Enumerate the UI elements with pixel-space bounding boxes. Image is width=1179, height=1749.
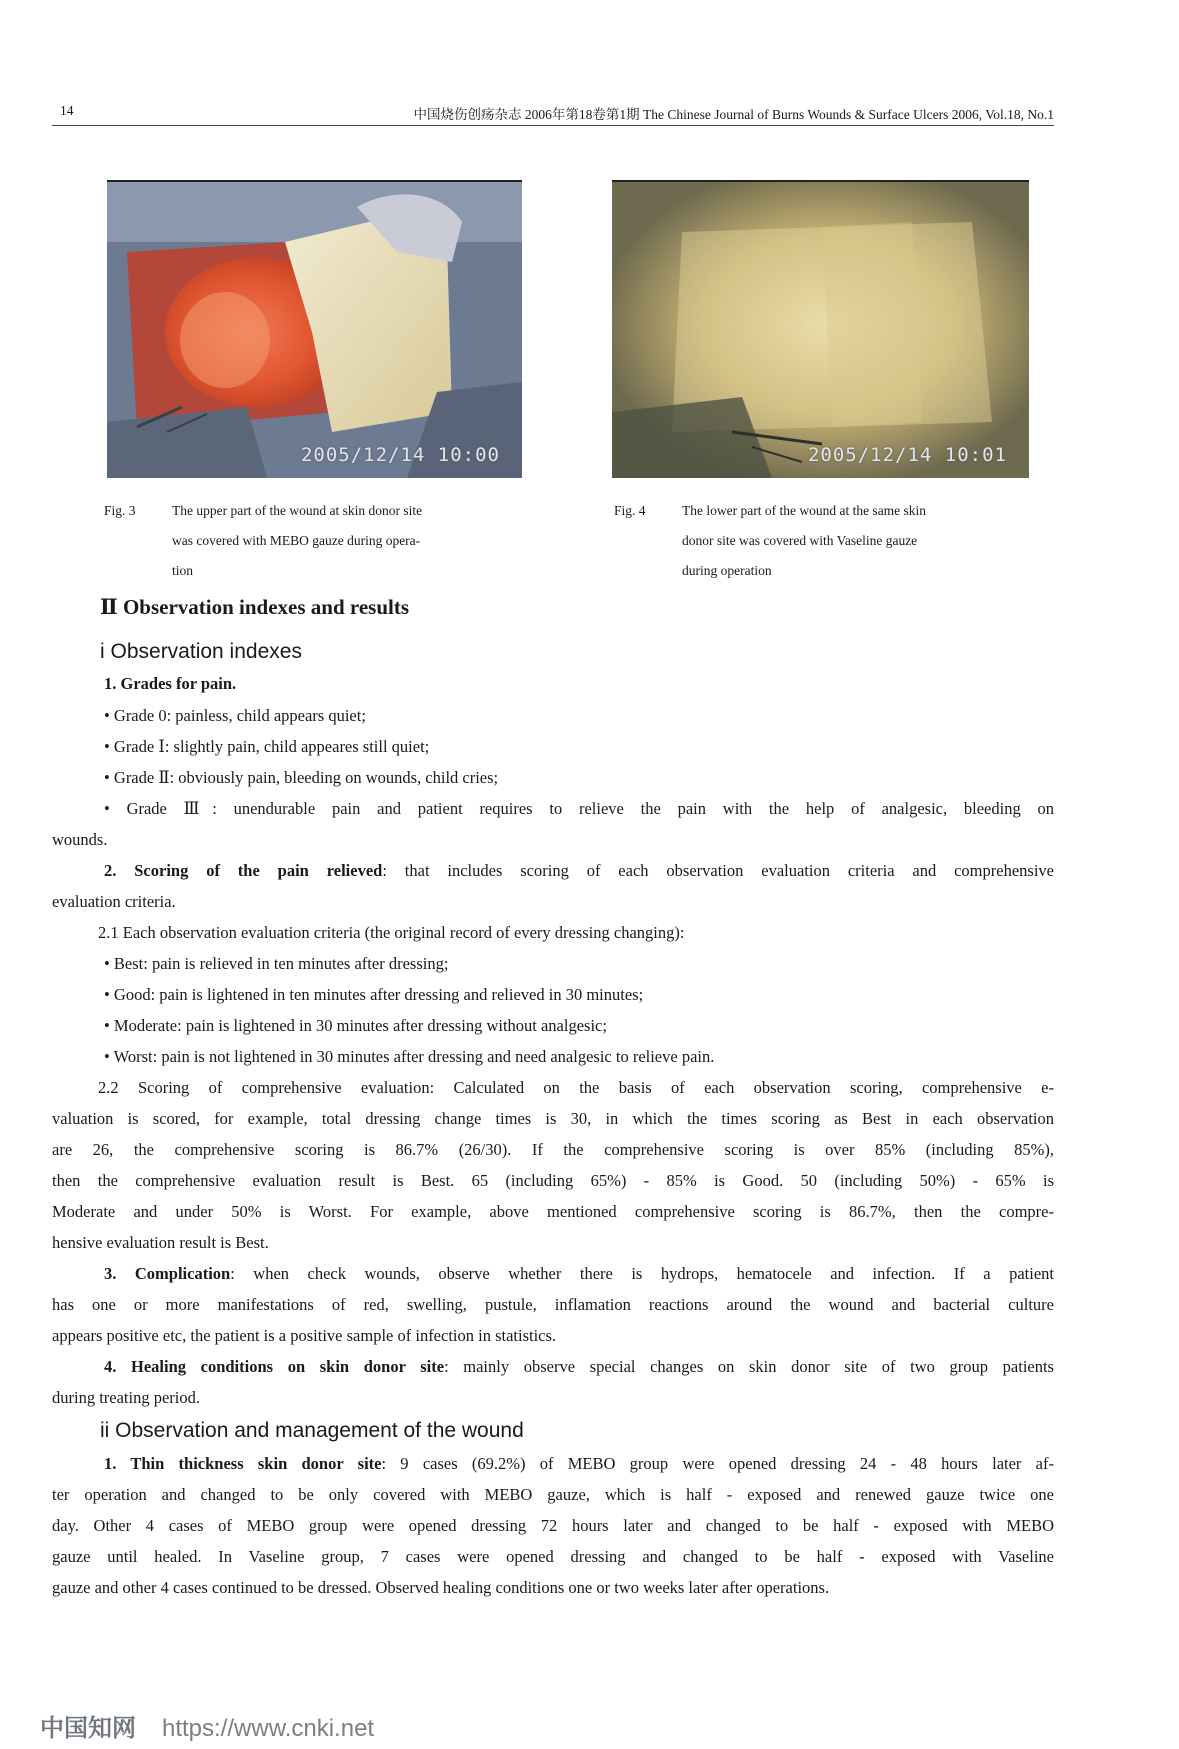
figure-4-caption-line: during operation xyxy=(682,563,772,578)
figure-4-caption-line: The lower part of the wound at the same skin xyxy=(682,503,927,518)
figure-3-caption xyxy=(104,496,524,588)
management-line: ter operation and changed to be only covered with MEBO gauze, which is half - exposed and renewed gauze twice one xyxy=(52,1485,1054,1504)
healing-text: : mainly observe special changes on skin donor site of two group patients xyxy=(444,1357,1054,1376)
comprehensive-line: valuation is scored, for example, total dressing change times is 30, in which the times scoring as Best in each observation xyxy=(52,1109,1054,1128)
subsection-management: ii Observation and management of the wound xyxy=(100,1419,524,1442)
figure-3-caption-line: tion xyxy=(172,563,194,578)
healing-line xyxy=(104,1357,1054,1377)
pain-grade-3-cont: wounds. xyxy=(52,830,108,849)
figure-3-caption-line: was covered with MEBO gauze during opera- xyxy=(172,533,421,548)
pain-grade-0: • Grade 0: painless, child appears quiet; xyxy=(104,706,366,725)
scoring-text: : that includes scoring of each observation evaluation criteria and comprehensive xyxy=(382,861,1054,880)
cnki-url[interactable]: https://www.cnki.net xyxy=(162,1715,375,1742)
complication-line xyxy=(104,1264,1054,1284)
figure-4-timestamp: 2005/12/14 10:01 xyxy=(807,444,1007,466)
pain-grades-title: 1. Grades for pain. xyxy=(104,674,237,693)
healing-title: 4. Healing conditions on skin donor site xyxy=(104,1357,445,1376)
management-line: gauze until healed. In Vaseline group, 7 cases were opened dressing and changed to be half - exposed with Vaseline xyxy=(52,1547,1054,1566)
figure-3-timestamp: 2005/12/14 10:00 xyxy=(300,444,500,466)
section-heading: Ⅱ Observation indexes and results xyxy=(100,595,410,619)
figure-4-caption xyxy=(614,496,1034,588)
complication-line: has one or more manifestations of red, swelling, pustule, inflamation reactions around the wound and bacterial culture xyxy=(52,1295,1054,1314)
figure-4-image xyxy=(612,182,1029,478)
pain-grade-2: • Grade Ⅱ: obviously pain, bleeding on wounds, child cries; xyxy=(104,768,499,787)
criteria-moderate: • Moderate: pain is lightened in 30 minutes after dressing without analgesic; xyxy=(104,1016,607,1035)
criteria-worst: • Worst: pain is not lightened in 30 minutes after dressing and need analgesic to relieve pain. xyxy=(104,1047,715,1066)
management-line: gauze and other 4 cases continued to be dressed. Observed healing conditions one or two weeks later after operations. xyxy=(52,1578,830,1597)
header-rule xyxy=(52,125,1054,126)
figure-3-image xyxy=(107,182,522,478)
journal-running-title: 中国烧伤创疡杂志 2006年第18卷第1期 The Chinese Journal of Burns Wounds & Surface Ulcers 2006, Vol.18, No.1 xyxy=(413,107,1054,122)
scoring-title: 2. Scoring of the pain relieved xyxy=(104,861,383,880)
figure-4-label: Fig. 4 xyxy=(614,503,646,518)
comprehensive-line: are 26, the comprehensive scoring is 86.7% (26/30). If the comprehensive scoring is over 85% (including 85%), xyxy=(52,1140,1054,1159)
figure-4-caption-line: donor site was covered with Vaseline gauze xyxy=(682,533,918,548)
comprehensive-line: hensive evaluation result is Best. xyxy=(52,1233,269,1252)
management-line xyxy=(104,1454,1054,1474)
criteria-good: • Good: pain is lightened in ten minutes after dressing and relieved in 30 minutes; xyxy=(104,985,644,1004)
management-text: : 9 cases (69.2%) of MEBO group were opened dressing 24 - 48 hours later af- xyxy=(381,1454,1054,1473)
cnki-brand: 中国知网 xyxy=(40,1715,136,1742)
scoring-para-line xyxy=(104,861,1054,881)
pain-grade-3: • Grade Ⅲ: unendurable pain and patient requires to relieve the pain with the help of analgesic, bleeding on xyxy=(104,799,1054,818)
figure-3-caption-line: The upper part of the wound at skin donor site xyxy=(172,503,423,518)
figure-3-photo xyxy=(107,182,522,478)
complication-title: 3. Complication xyxy=(104,1264,231,1283)
healing-line: during treating period. xyxy=(52,1388,201,1407)
criteria-2-1: 2.1 Each observation evaluation criteria (the original record of every dressing changing): xyxy=(98,923,685,942)
page-number: 14 xyxy=(60,103,74,118)
running-header xyxy=(52,103,1054,125)
comprehensive-line: Moderate and under 50% is Worst. For example, above mentioned comprehensive scoring is 86.7%, then the compre- xyxy=(52,1202,1054,1221)
scoring-para-line: evaluation criteria. xyxy=(52,892,176,911)
criteria-best: • Best: pain is relieved in ten minutes after dressing; xyxy=(104,954,449,973)
figure-4-photo xyxy=(612,182,1029,478)
comprehensive-line: 2.2 Scoring of comprehensive evaluation: Calculated on the basis of each observation scoring, comprehensive e- xyxy=(98,1078,1054,1097)
pain-grade-1: • Grade Ⅰ: slightly pain, child appeares still quiet; xyxy=(104,737,430,756)
management-title: 1. Thin thickness skin donor site xyxy=(104,1454,382,1473)
subsection-observation-indexes: i Observation indexes xyxy=(100,640,302,663)
figure-3-label: Fig. 3 xyxy=(104,503,136,518)
complication-line: appears positive etc, the patient is a positive sample of infection in statistics. xyxy=(52,1326,557,1345)
comprehensive-line: then the comprehensive evaluation result is Best. 65 (including 65%) - 85% is Good. 50 (including 50%) - 65% is xyxy=(52,1171,1054,1190)
complication-text: : when check wounds, observe whether there is hydrops, hematocele and infection. If a patient xyxy=(230,1264,1054,1283)
management-line: day. Other 4 cases of MEBO group were opened dressing 72 hours later and changed to be half - exposed with MEBO xyxy=(52,1516,1054,1535)
cnki-watermark xyxy=(40,1708,374,1743)
